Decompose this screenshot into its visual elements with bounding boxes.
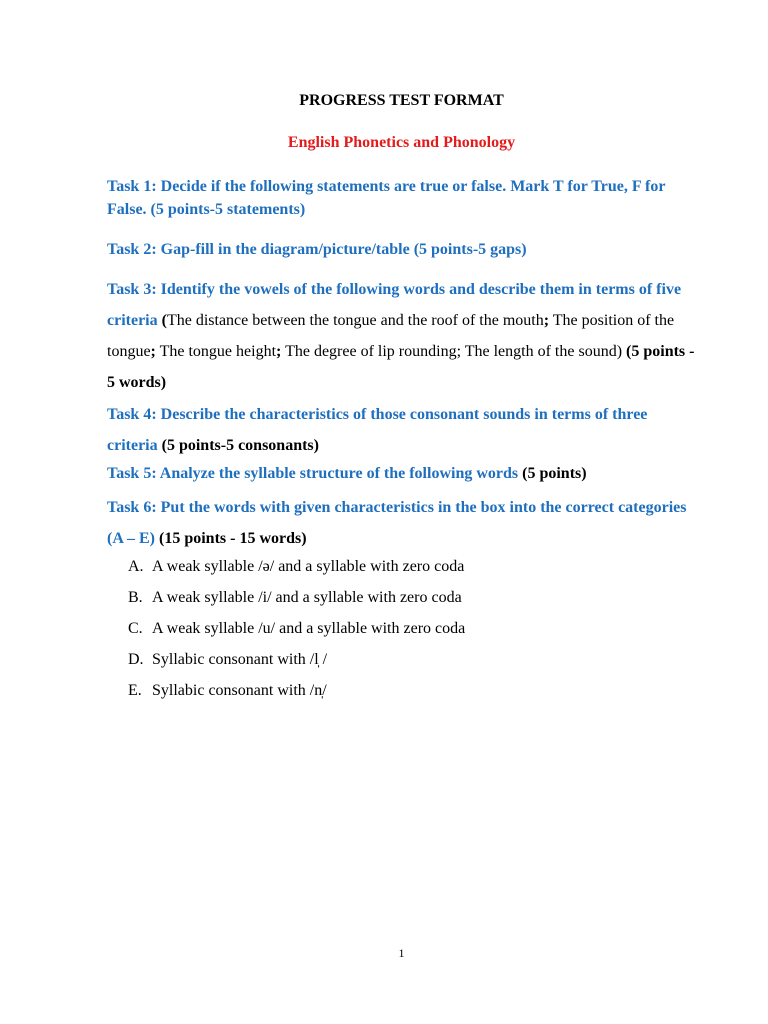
task-3-criterion-3: The tongue height bbox=[159, 343, 277, 360]
task-5 bbox=[107, 462, 699, 485]
list-item bbox=[128, 648, 465, 679]
document-subtitle: English Phonetics and Phonology bbox=[287, 134, 516, 151]
page-number: 1 bbox=[398, 946, 405, 960]
task-3-open-paren: ( bbox=[161, 312, 167, 329]
task-3-separator-3: ; bbox=[276, 343, 282, 360]
list-text: A weak syllable /ə/ and a syllable with zero coda bbox=[152, 558, 465, 575]
list-item bbox=[128, 679, 465, 710]
list-item bbox=[128, 555, 465, 586]
task-3-heading: Task 3: Identify the vowels of the following words and describe them in terms of five criteria bbox=[107, 281, 682, 329]
task-1 bbox=[107, 175, 699, 221]
task-3-separator-2: ; bbox=[150, 343, 156, 360]
task-3-criterion-4: The degree of lip rounding; The length of the sound) bbox=[285, 343, 623, 360]
task-6 bbox=[107, 492, 699, 554]
task-3 bbox=[107, 274, 699, 398]
task-2-heading: Task 2: Gap-fill in the diagram/picture/table (5 points-5 gaps) bbox=[107, 241, 527, 258]
task-3-criterion-1: The distance between the tongue and the roof of the mouth bbox=[166, 312, 544, 329]
task-3-separator-1: ; bbox=[543, 312, 550, 329]
task-1-heading: Task 1: Decide if the following statements are true or false. Mark T for True, F for False. (5 points-5 statements) bbox=[107, 178, 666, 218]
task-3-criterion-2: The position of the tongue bbox=[107, 312, 675, 360]
list-item bbox=[128, 617, 465, 648]
list-letter: B. bbox=[128, 589, 143, 606]
task-4-heading: Task 4: Describe the characteristics of those consonant sounds in terms of three criteria bbox=[107, 406, 648, 454]
task-6-heading: Task 6: Put the words with given characteristics in the box into the correct categories (A – E) bbox=[107, 499, 687, 547]
task-3-points: (5 points - 5 words) bbox=[107, 343, 695, 391]
task-4-points: (5 points-5 consonants) bbox=[161, 437, 319, 454]
list-letter: E. bbox=[128, 682, 142, 699]
task-4 bbox=[107, 399, 699, 461]
task-2 bbox=[107, 238, 699, 261]
task-5-points: (5 points) bbox=[522, 465, 587, 482]
list-text: Syllabic consonant with /l̩ / bbox=[152, 651, 328, 668]
list-text: A weak syllable /u/ and a syllable with zero coda bbox=[152, 620, 466, 637]
list-letter: A. bbox=[128, 558, 144, 575]
list-text: Syllabic consonant with /n̩/ bbox=[152, 682, 327, 699]
document-title: PROGRESS TEST FORMAT bbox=[299, 92, 504, 109]
task-6-points: (15 points - 15 words) bbox=[159, 530, 307, 547]
list-letter: C. bbox=[128, 620, 143, 637]
list-text: A weak syllable /i/ and a syllable with zero coda bbox=[152, 589, 462, 606]
list-letter: D. bbox=[128, 651, 144, 668]
list-item bbox=[128, 586, 465, 617]
task-5-heading: Task 5: Analyze the syllable structure of the following words bbox=[107, 465, 519, 482]
category-list bbox=[128, 555, 465, 710]
